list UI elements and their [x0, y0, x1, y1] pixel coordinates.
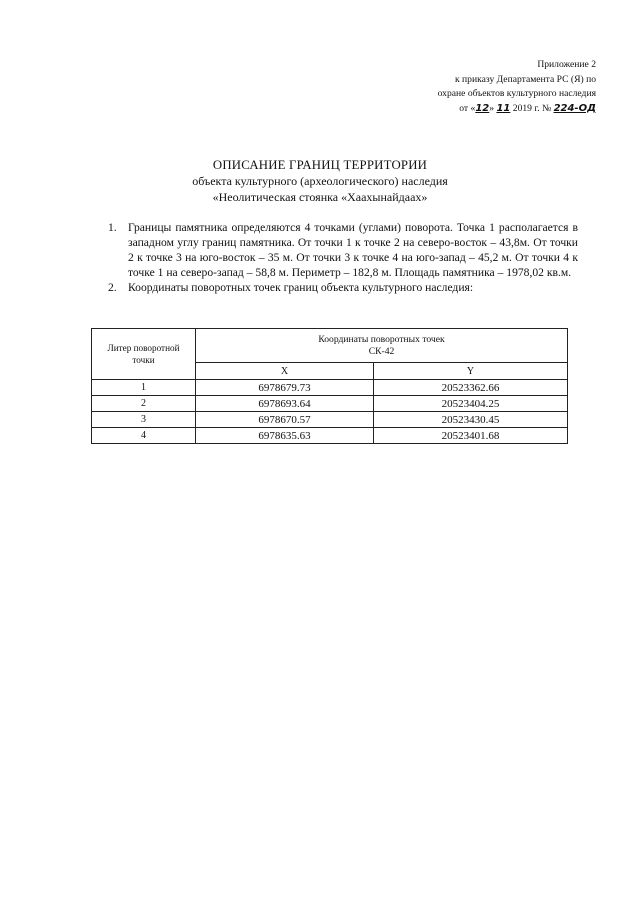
item-text: Границы памятника определяются 4 точками (углами) поворота. Точка 1 располагается в западном углу границ памятника. От точки 1 к точке 2 на северо-восток – 43,8м. От точки 2 к точке 3 на юго-восток – 35 м. От точки 3 к точке 4 на юго-запад – 45,2 м. От точки 4 к точке 1 на северо-запад – 58,8 м. Периметр – 182,8 м. Площадь памятника – 1978,02 кв.м. [128, 221, 578, 279]
appendix-order-ref: к приказу Департамента РС (Я) по [454, 73, 596, 85]
date-mid: » [489, 102, 495, 114]
coordinates-table [91, 328, 568, 444]
table-row [92, 428, 568, 444]
order-number: 224-ОД [553, 102, 596, 114]
list-item [108, 280, 578, 295]
header-x: X [196, 363, 374, 380]
appendix-date-line [438, 102, 596, 117]
document-subtitle: объекта культурного (археологического) наследия [192, 174, 448, 188]
header-coordinates-title: Координаты поворотных точек [318, 333, 445, 345]
point-number: 2 [92, 396, 196, 412]
x-value: 6978679.73 [196, 380, 374, 396]
appendix-department: охране объектов культурного наследия [437, 88, 596, 99]
x-value: 6978670.57 [196, 412, 374, 428]
appendix-header [438, 58, 596, 116]
item-number: 1. [108, 221, 117, 234]
x-value: 6978693.64 [196, 396, 374, 412]
date-prefix: от « [459, 102, 476, 114]
y-value: 20523362.66 [373, 380, 567, 396]
y-value: 20523401.68 [373, 428, 567, 444]
x-value: 6978635.63 [196, 428, 374, 444]
y-value: 20523404.25 [373, 396, 567, 412]
point-number: 4 [92, 428, 196, 444]
appendix-title: Приложение 2 [537, 59, 596, 70]
header-litera: Литер поворотной точки [92, 329, 196, 380]
document-title-block [0, 158, 640, 205]
table-row [92, 396, 568, 412]
document-title: ОПИСАНИЕ ГРАНИЦ ТЕРРИТОРИИ [212, 158, 428, 172]
table-row [92, 412, 568, 428]
object-name: «Неолитическая стоянка «Хаахынайдаах» [212, 190, 428, 204]
item-text: Координаты поворотных точек границ объекта культурного наследия: [128, 281, 474, 294]
header-coordinates [196, 329, 568, 363]
list-item [108, 220, 578, 280]
table-row [92, 380, 568, 396]
header-y: Y [373, 363, 567, 380]
header-coordinates-system: СК-42 [368, 345, 395, 357]
date-month: 11 [496, 102, 511, 114]
date-year: 2019 г. № [512, 102, 552, 114]
date-day: 12 [475, 102, 490, 114]
description-list [108, 220, 578, 295]
point-number: 3 [92, 412, 196, 428]
item-number: 2. [108, 281, 117, 294]
point-number: 1 [92, 380, 196, 396]
y-value: 20523430.45 [373, 412, 567, 428]
